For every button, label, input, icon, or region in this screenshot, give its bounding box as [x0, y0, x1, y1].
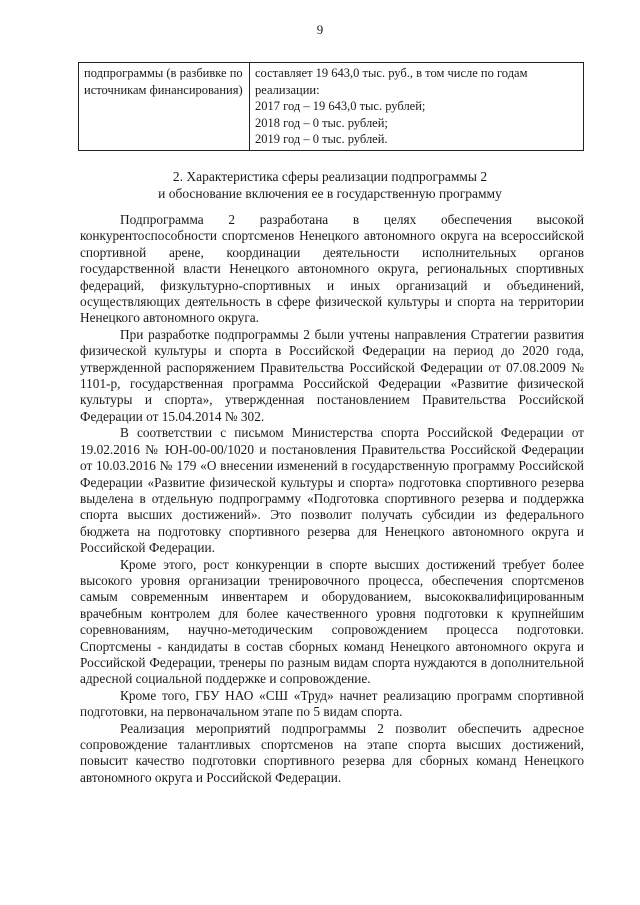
section-heading-line: и обоснование включения ее в государственную программу	[158, 186, 502, 201]
paragraph: Реализация мероприятий подпрограммы 2 позволит обеспечить адресное сопровождение талантливых спортсменов на этапе спорта высших достижений, повысит качество подготовки спортивного резерва для сборных команд Ненецкого автономного округа и Российской Федерации.	[80, 720, 584, 785]
section-heading	[80, 168, 580, 202]
section-heading-line: 2. Характеристика сферы реализации подпрограммы 2	[172, 169, 488, 184]
funding-line: 2019 год – 0 тыс. рублей.	[255, 132, 388, 146]
funding-line: составляет 19 643,0 тыс. руб., в том числе по годам реализации:	[255, 66, 528, 97]
funding-value-cell	[250, 63, 584, 151]
section-body	[80, 212, 584, 786]
funding-line: 2017 год – 19 643,0 тыс. рублей;	[255, 99, 426, 113]
paragraph: Кроме этого, рост конкуренции в спорте высших достижений требует более высокого уровня организации тренировочного процесса, обеспечения спортсменов самым современным инвентарем и оборудованием, высококвалифицированным врачебным контролем для более качественного уровня подготовки к крупнейшим соревнованиям, научно-методическим сопровождением процесса подготовки. Спортсмены - кандидаты в состав сборных команд Ненецкого автономного округа и Российской Федерации, тренеры по разным видам спорта нуждаются в дополнительной адресной социальной поддержке и сопровождение.	[80, 556, 584, 687]
paragraph: При разработке подпрограммы 2 были учтены направления Стратегии развития физической культуры и спорта в Российской Федерации на период до 2020 года, утвержденной распоряжением Правительства Российской Федерации от 07.08.2009 № 1101-р, государственная программа Российской Федерации «Развитие физической культуры и спорта», утвержденная постановлением Правительства Российской Федерации от 15.04.2014 № 302.	[80, 326, 584, 424]
paragraph: В соответствии с письмом Министерства спорта Российской Федерации от 19.02.2016 № ЮН-00-00/1020 и постановления Правительства Российской Федерации от 10.03.2016 № 179 «О внесении изменений в государственную программу Российской Федерации «Развитие физической культуры и спорта» подготовка спортивного резерва выделена в отдельную подпрограмму «Подготовка спортивного резерва и поддержка спорта высших достижений». Это позволит получать субсидии из федерального бюджета на подготовку спортивного резерва для Ненецкого автономного округа и Российской Федерации.	[80, 425, 584, 556]
page-number: 9	[316, 22, 324, 37]
funding-label-cell: подпрограммы (в разбивке по источникам финансирования)	[79, 63, 250, 151]
paragraph: Подпрограмма 2 разработана в целях обеспечения высокой конкурентоспособности спортсменов Ненецкого автономного округа на всероссийской спортивной арене, координации деятельности исполнительных органов государственной власти Ненецкого автономного округа, региональных спортивных федераций, физкультурно-спортивных и иных организаций и объединений, осуществляющих деятельность в сфере физической культуры и спорта на территории Ненецкого автономного округа.	[80, 212, 584, 326]
funding-table	[78, 62, 584, 151]
paragraph: Кроме того, ГБУ НАО «СШ «Труд» начнет реализацию программ спортивной подготовки, на первоначальном этапе по 5 видам спорта.	[80, 687, 584, 720]
funding-line: 2018 год – 0 тыс. рублей;	[255, 115, 388, 130]
table-row	[79, 63, 584, 151]
